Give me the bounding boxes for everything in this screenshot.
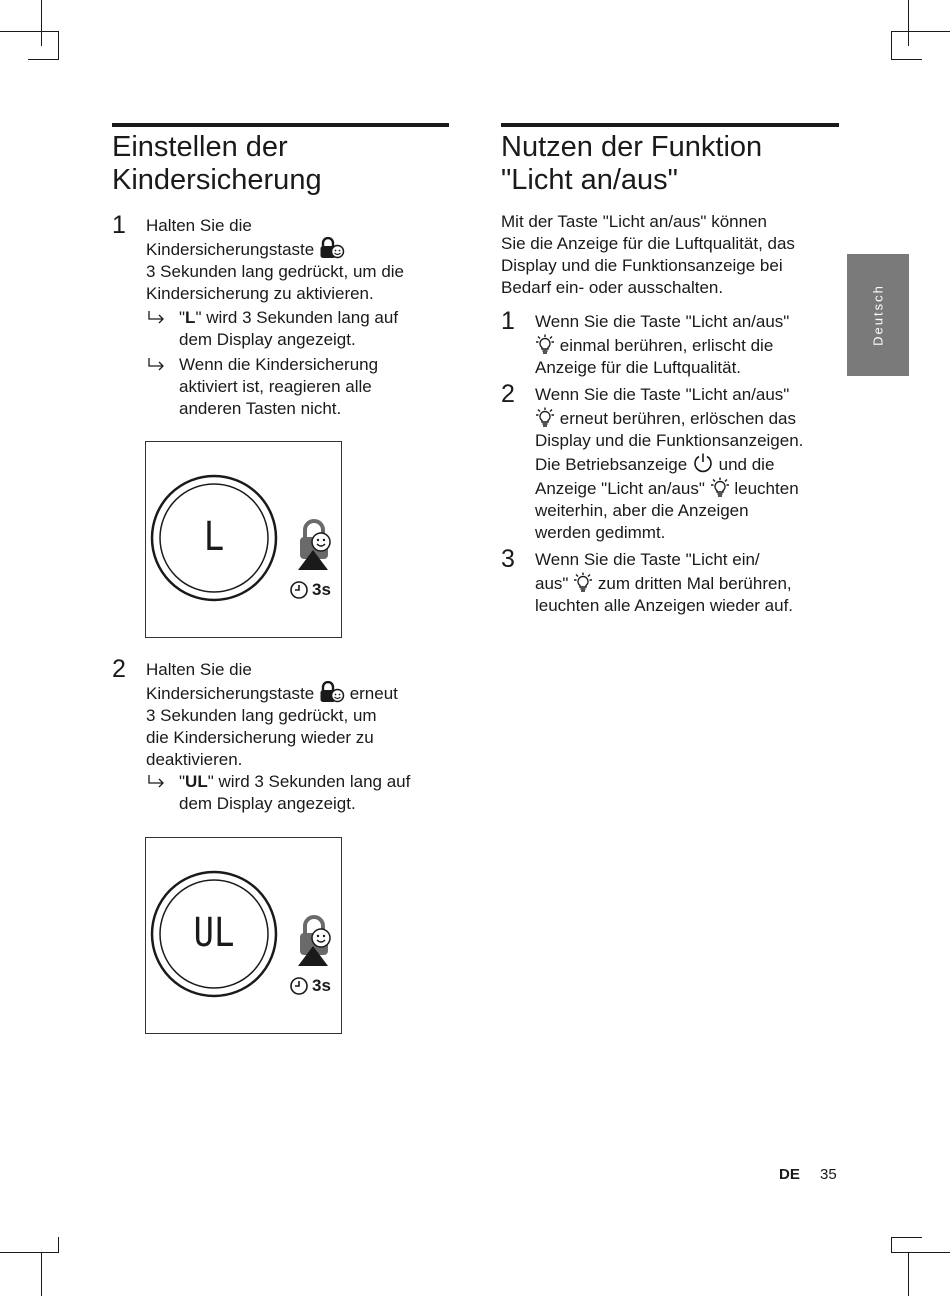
step-2: 2 Wenn Sie die Taste "Licht an/aus" erneut berühren, erlöschen das Display und die Funktionsanzeigen. Die Betriebsanzeige und die Anzeige "Licht an/aus" leuchten weiterhin, aber die Anzeigen werden gedimmt. [501,380,804,542]
step-3: 3 Wenn Sie die Taste "Licht ein/ aus" zum dritten Mal berühren, leuchten alle Anzeigen wieder auf. [501,545,794,615]
power-icon [692,452,714,474]
crop-mark [891,59,922,60]
crop-mark [891,31,892,60]
clock-icon [289,580,309,600]
light-function-section [501,123,839,617]
section-rule [501,123,839,127]
step-1: 1 Wenn Sie die Taste "Licht an/aus" einmal berühren, erlischt die Anzeige für die Luftqualität. [501,307,790,377]
light-bulb-icon [573,571,593,593]
intro-paragraph: Mit der Taste "Licht an/aus" können Sie die Anzeige für die Luftqualität, das Display und die Funktionsanzeige bei Bedarf ein- oder ausschalten. [501,212,795,297]
crop-mark [28,59,59,60]
step-number: 3 [501,545,515,573]
result-arrow-icon [146,771,168,791]
step-number: 1 [112,211,126,239]
light-bulb-icon [535,406,555,428]
crop-mark [41,1252,42,1296]
section-rule [112,123,449,127]
crop-mark [0,31,59,32]
language-tab [847,254,909,376]
child-lock-icon [319,237,345,259]
section-title: Einstellen der Kindersicherung [112,131,322,196]
crop-mark [908,1252,909,1296]
child-lock-section [112,123,449,813]
result-item: Wenn die Kindersicherung aktiviert ist, reagieren alle anderen Tasten nicht. [146,354,449,420]
step-number: 1 [501,307,515,335]
footer-language: DE [779,1166,800,1183]
language-tab-label: Deutsch [870,284,886,346]
clock-icon [289,976,309,996]
timer-label: 3s [312,580,331,599]
crop-mark [908,0,909,46]
crop-mark [891,1237,922,1238]
crop-mark [41,0,42,46]
crop-mark [0,1252,59,1253]
display-illustration-unlock [145,837,342,1034]
timer-label: 3s [312,976,331,995]
crop-mark [58,31,59,60]
crop-mark [891,1252,950,1253]
page-number: 35 [820,1166,837,1183]
light-bulb-icon [535,333,555,355]
light-bulb-icon [710,476,730,498]
result-arrow-icon [146,354,168,374]
step-1: 1 Halten Sie die Kindersicherungstaste 3 Sekunden lang gedrückt, um die Kindersicherung zu aktivieren. "L" wird 3 Sekunden lang auf dem Display angezeigt. Wenn die Kindersicherung aktiviert ist, reagieren alle anderen Tasten nicht. [112,215,449,420]
result-arrow-icon [146,307,168,327]
step-2: 2 Halten Sie die Kindersicherungstaste erneut 3 Sekunden lang gedrückt, um die Kindersicherung wieder zu deaktivieren. "UL" wird 3 Sekunden lang auf dem Display angezeigt. [112,659,449,815]
display-segment-text: L [203,514,225,560]
child-lock-icon [319,681,345,703]
display-illustration-lock [145,441,342,638]
result-item: "L" wird 3 Sekunden lang auf dem Display angezeigt. [146,307,449,351]
result-item: "UL" wird 3 Sekunden lang auf dem Display angezeigt. [146,771,449,815]
display-segment-text: UL [193,910,235,956]
crop-mark [891,1237,892,1253]
step-number: 2 [501,380,515,408]
section-title: Nutzen der Funktion "Licht an/aus" [501,131,763,196]
crop-mark [891,31,950,32]
crop-mark [58,1237,59,1253]
step-number: 2 [112,655,126,683]
